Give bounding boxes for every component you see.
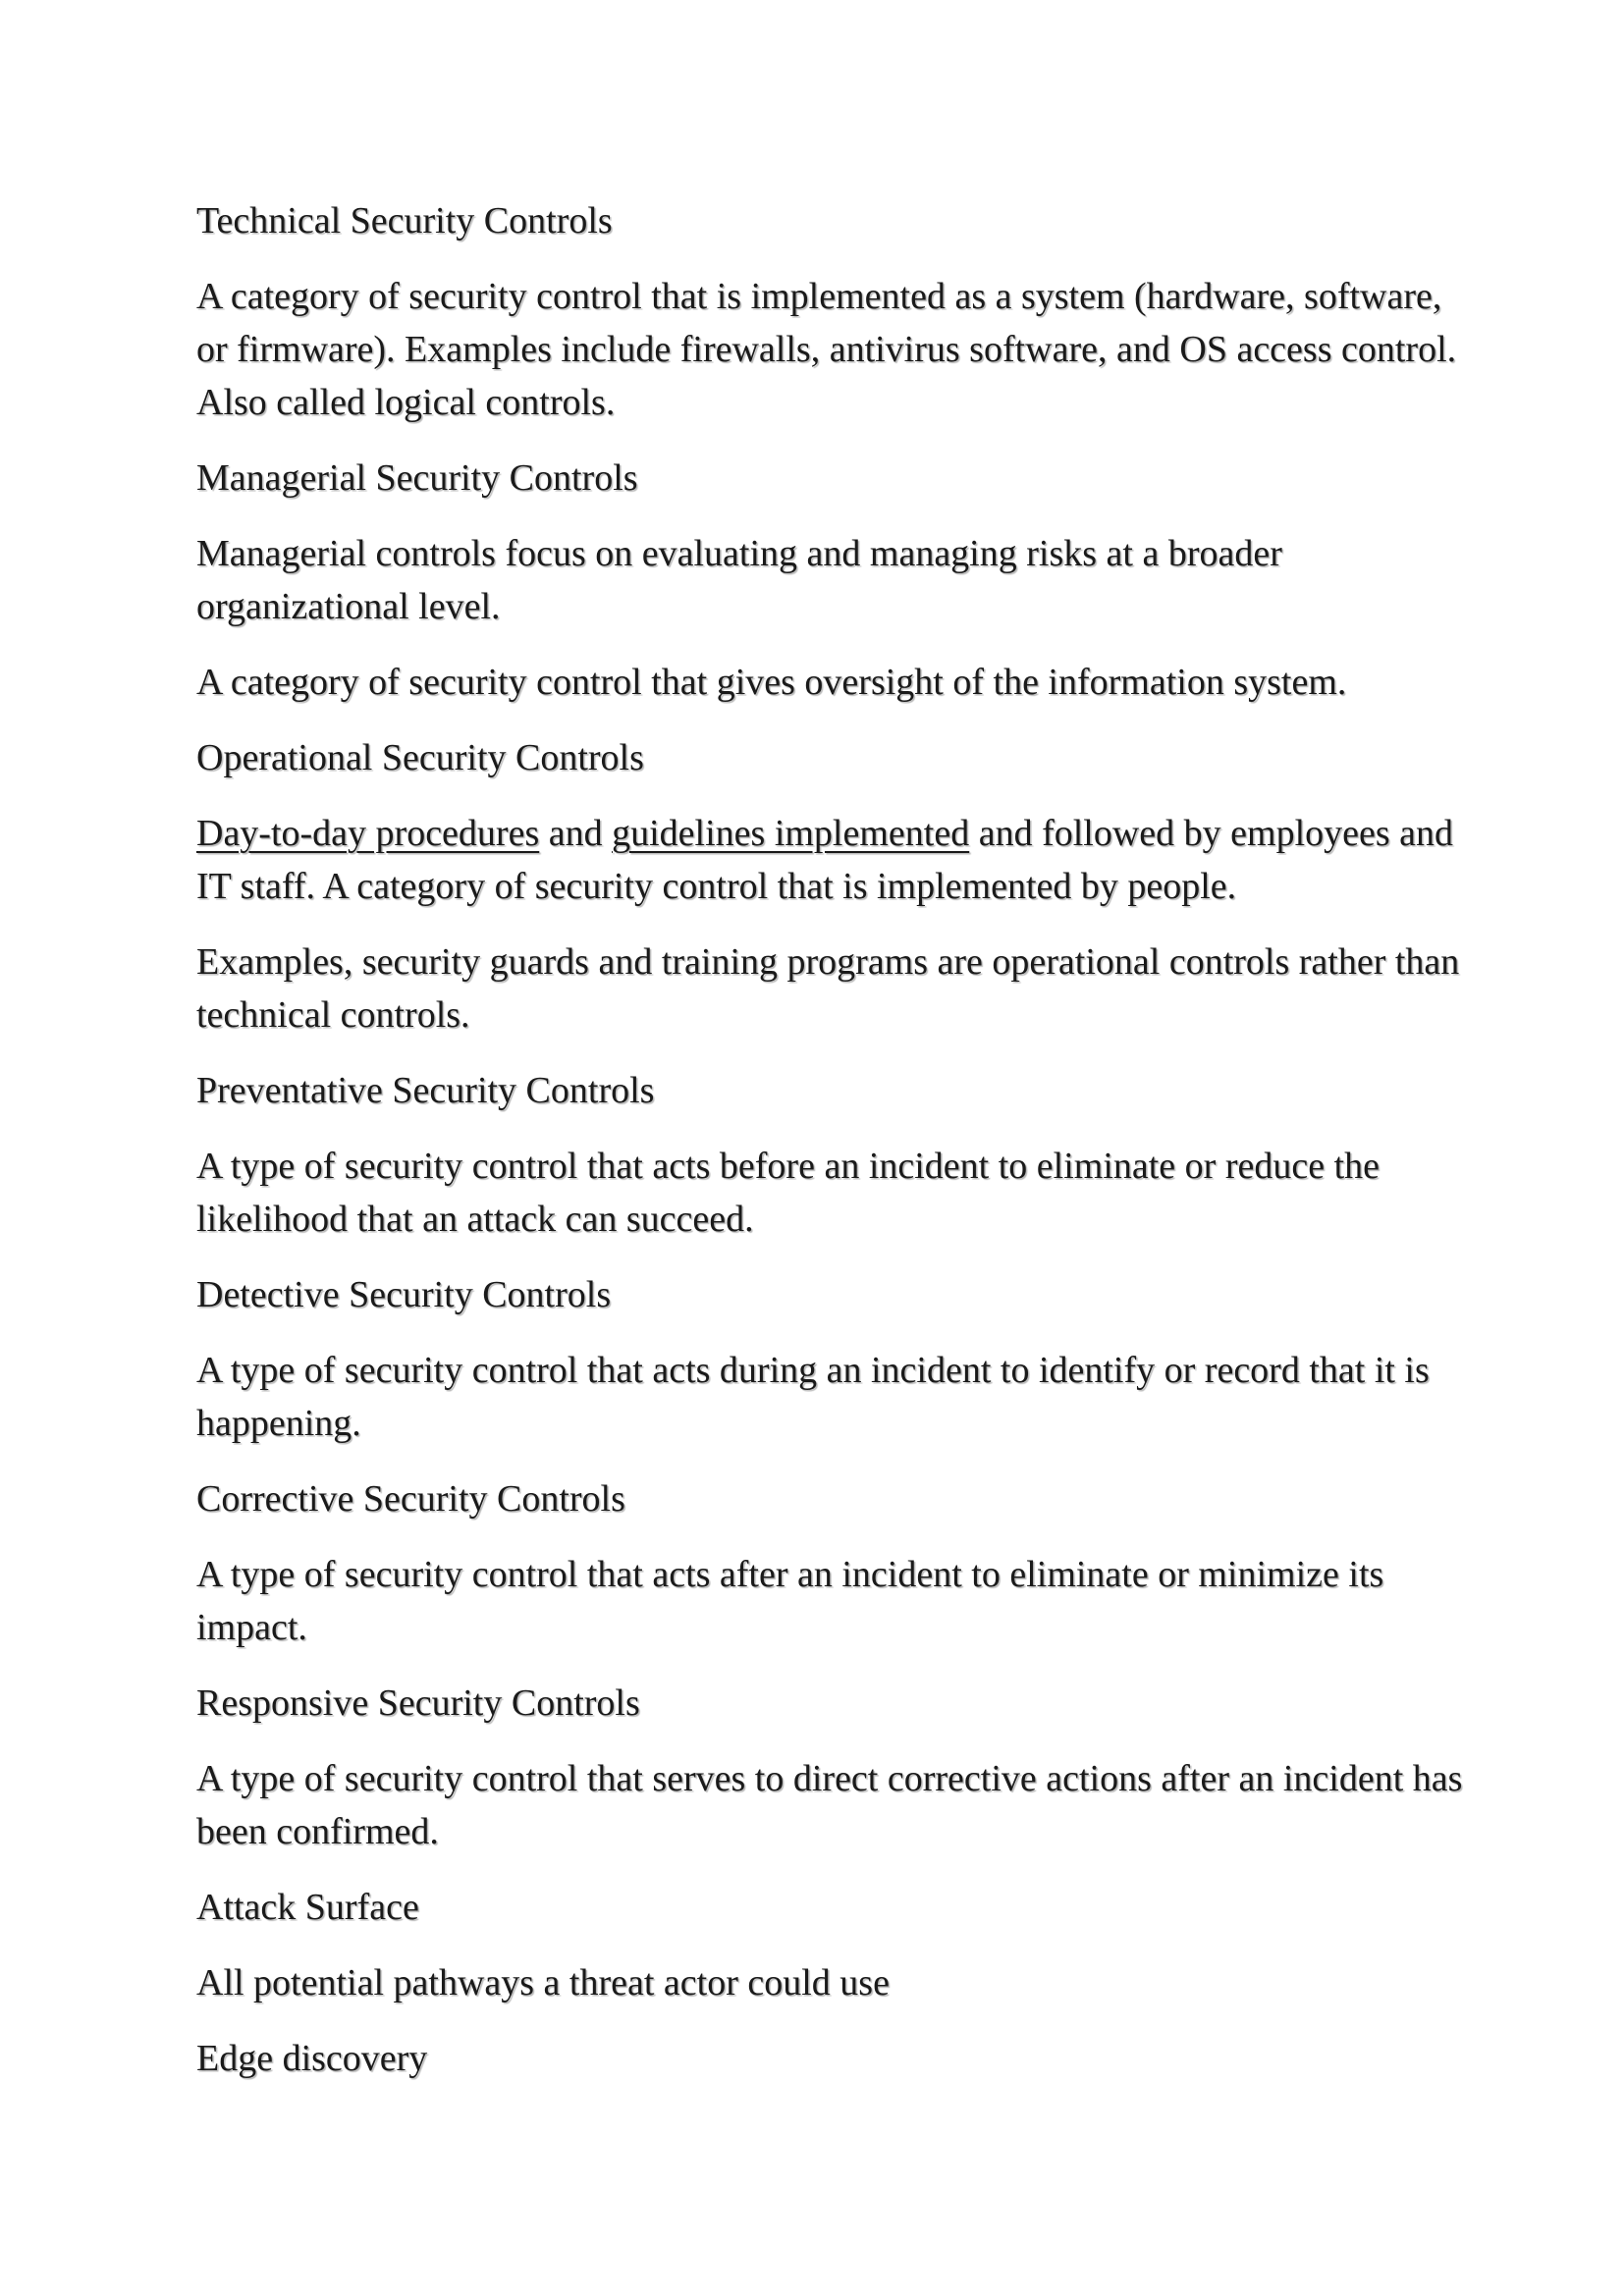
heading-responsive-security-controls: Responsive Security Controls [196, 1682, 640, 1724]
paragraph-attack-surface-definition: All potential pathways a threat actor could use [196, 1962, 890, 2003]
paragraph-managerial-definition: A category of security control that gives oversight of the information system. [196, 662, 1347, 703]
paragraph-corrective-definition: A type of security control that acts after an incident to eliminate or minimize its impact. [196, 1554, 1384, 1648]
heading-edge-discovery: Edge discovery [196, 2038, 428, 2079]
underlined-phrase-guidelines-implemented: guidelines implemented [612, 813, 970, 854]
connector-text: and [539, 813, 613, 854]
operational-definition-rest: and followed by employees and IT staff. A category of security control that is implemented by people. [196, 813, 1454, 907]
heading-operational-security-controls: Operational Security Controls [196, 737, 644, 778]
heading-attack-surface: Attack Surface [196, 1887, 419, 1928]
heading-technical-security-controls: Technical Security Controls [196, 200, 613, 241]
paragraph-detective-definition: A type of security control that acts during an incident to identify or record that it is happening. [196, 1350, 1430, 1444]
heading-managerial-security-controls: Managerial Security Controls [196, 457, 638, 499]
underlined-phrase-day-to-day-procedures: Day-to-day procedures [196, 813, 540, 854]
paragraph-responsive-definition: A type of security control that serves to direct corrective actions after an incident has been confirmed. [196, 1758, 1463, 1852]
heading-corrective-security-controls: Corrective Security Controls [196, 1478, 625, 1520]
document-page [196, 194, 1463, 2108]
paragraph-technical-definition: A category of security control that is implemented as a system (hardware, software, or firmware). Examples include firewalls, antivirus software, and OS access control. Also called logical controls. [196, 276, 1457, 423]
paragraph-preventative-definition: A type of security control that acts before an incident to eliminate or reduce the likelihood that an attack can succeed. [196, 1146, 1380, 1240]
heading-preventative-security-controls: Preventative Security Controls [196, 1070, 655, 1111]
paragraph-operational-definition [196, 807, 1463, 913]
paragraph-managerial-focus: Managerial controls focus on evaluating and managing risks at a broader organizational level. [196, 533, 1282, 627]
heading-detective-security-controls: Detective Security Controls [196, 1274, 612, 1315]
paragraph-operational-examples: Examples, security guards and training programs are operational controls rather than technical controls. [196, 941, 1460, 1036]
